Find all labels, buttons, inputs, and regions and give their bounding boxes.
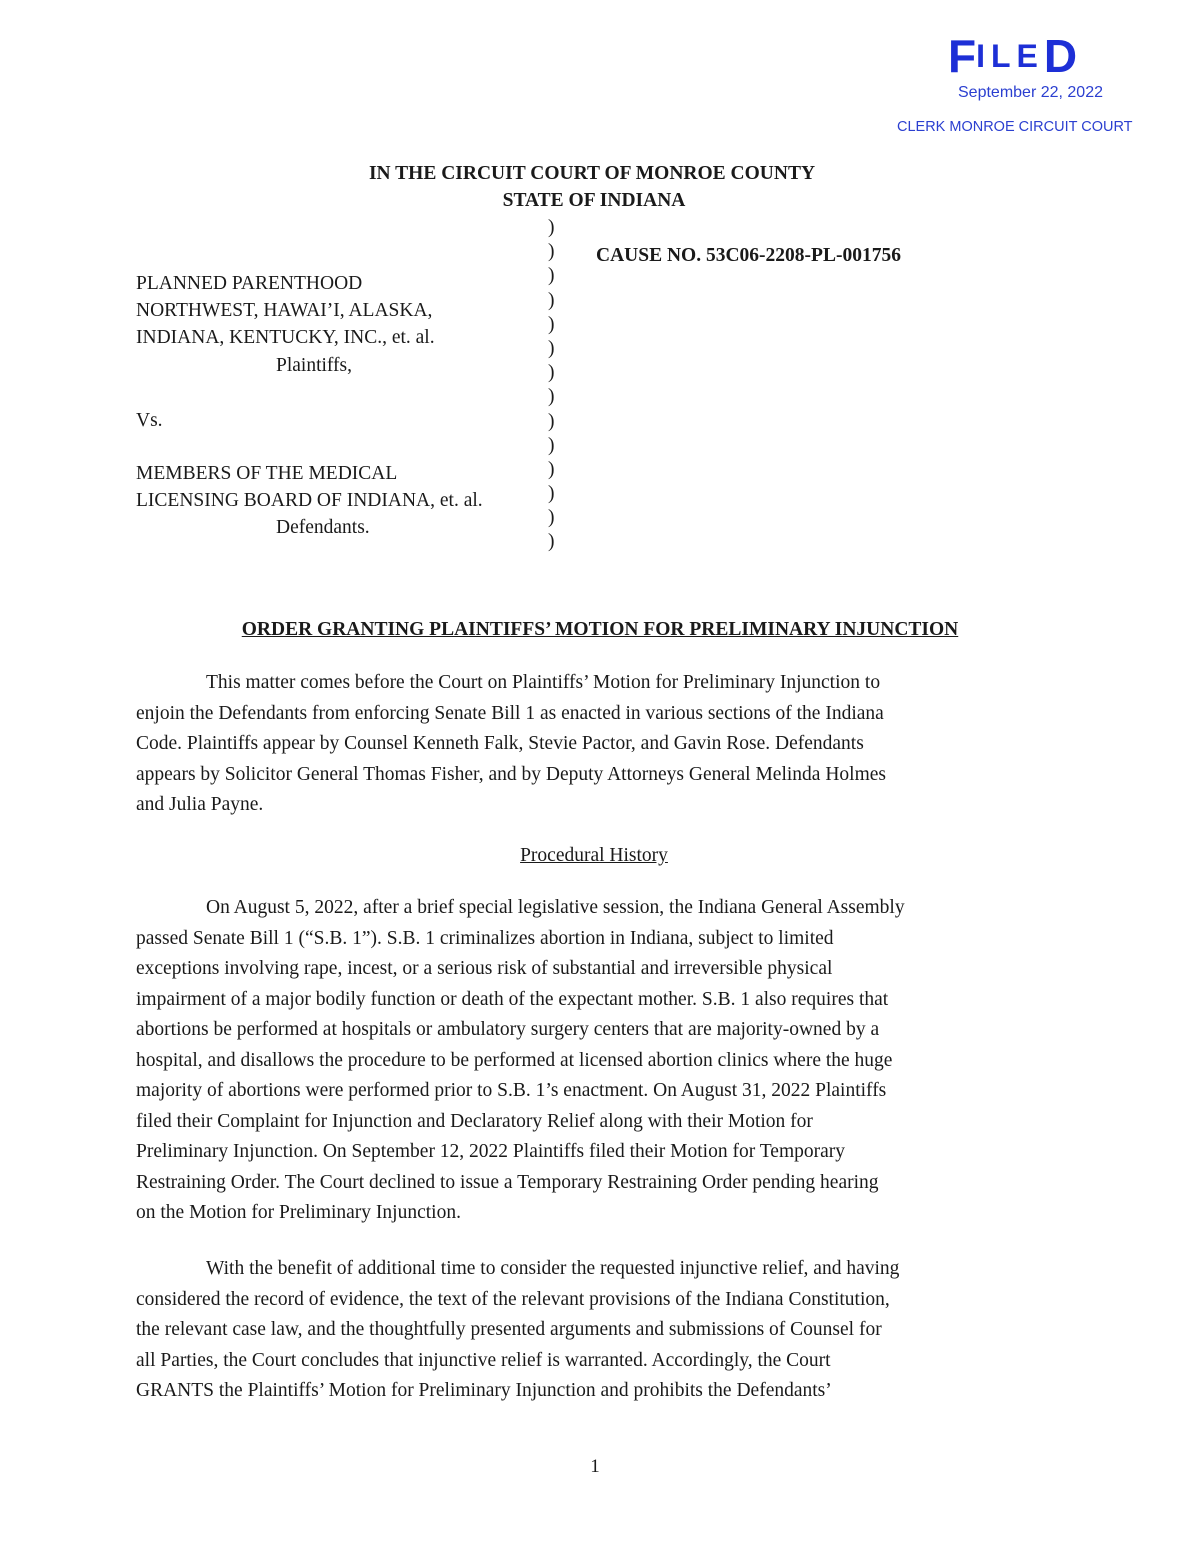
caption-paren: ) <box>548 531 555 553</box>
plaintiff-name-line: NORTHWEST, HAWAI’I, ALASKA, <box>136 300 433 321</box>
paragraph-line: passed Senate Bill 1 (“S.B. 1”). S.B. 1 criminalizes abortion in Indiana, subject to limited <box>136 927 834 949</box>
plaintiff-name-line: PLANNED PARENTHOOD <box>136 273 363 294</box>
caption-paren: ) <box>548 265 555 287</box>
cause-number: CAUSE NO. 53C06-2208-PL-001756 <box>596 245 901 266</box>
caption-paren: ) <box>548 483 555 505</box>
caption-paren: ) <box>548 289 555 311</box>
filed-stamp-letter: ILE <box>976 38 1044 74</box>
caption-paren: ) <box>548 337 555 359</box>
paragraph-line: considered the record of evidence, the text of the relevant provisions of the Indiana Constitution, <box>136 1288 890 1310</box>
caption-paren: ) <box>548 386 555 408</box>
caption-paren: ) <box>548 241 555 263</box>
caption-paren: ) <box>548 362 555 384</box>
caption-paren: ) <box>548 458 555 480</box>
paragraph-line: impairment of a major bodily function or death of the expectant mother. S.B. 1 also requires that <box>136 988 889 1010</box>
caption-paren: ) <box>548 217 555 238</box>
versus-label: Vs. <box>136 410 163 431</box>
filed-stamp <box>948 32 1118 82</box>
caption-paren: ) <box>548 410 555 432</box>
paragraph-line: filed their Complaint for Injunction and Declaratory Relief along with their Motion for <box>136 1110 813 1132</box>
paragraph-line: hospital, and disallows the procedure to be performed at licensed abortion clinics where the huge <box>136 1049 893 1071</box>
court-name: IN THE CIRCUIT COURT OF MONROE COUNTY <box>368 163 816 184</box>
intro-paragraph <box>136 668 1056 821</box>
caption-paren: ) <box>548 313 555 335</box>
paragraph-line: abortions be performed at hospitals or ambulatory surgery centers that are majority-owned by a <box>136 1019 880 1040</box>
section-heading: Procedural History <box>520 845 668 866</box>
filed-stamp-letter: F <box>948 30 977 82</box>
caption-paren: ) <box>548 507 555 529</box>
filed-stamp-clerk: CLERK MONROE CIRCUIT COURT <box>897 119 1133 135</box>
paragraph-line: Preliminary Injunction. On September 12, 2022 Plaintiffs filed their Motion for Temporary <box>136 1141 845 1162</box>
paragraph-line: on the Motion for Preliminary Injunction. <box>136 1202 461 1223</box>
caption-paren: ) <box>548 434 555 456</box>
paragraph-line: the relevant case law, and the thoughtfully presented arguments and submissions of Counsel for <box>136 1319 882 1340</box>
paragraph-line: majority of abortions were performed prior to S.B. 1’s enactment. On August 31, 2022 Plaintiffs <box>136 1080 887 1101</box>
court-state: STATE OF INDIANA <box>502 190 686 211</box>
paragraph-line: Restraining Order. The Court declined to issue a Temporary Restraining Order pending hearing <box>136 1171 879 1193</box>
plaintiff-role: Plaintiffs, <box>276 355 353 376</box>
paragraph-line: enjoin the Defendants from enforcing Senate Bill 1 as enacted in various sections of the Indiana <box>136 702 884 724</box>
plaintiff-name-line: INDIANA, KENTUCKY, INC., et. al. <box>136 327 435 348</box>
paragraph-line: Code. Plaintiffs appear by Counsel Kenneth Falk, Stevie Pactor, and Gavin Rose. Defendants <box>136 733 864 754</box>
paragraph-line: exceptions involving rape, incest, or a serious risk of substantial and irreversible physical <box>136 958 833 979</box>
paragraph-line: This matter comes before the Court on Plaintiffs’ Motion for Preliminary Injunction to <box>206 672 881 693</box>
defendant-name-line: MEMBERS OF THE MEDICAL <box>136 463 398 484</box>
caption-paren-column <box>548 216 568 555</box>
procedural-paragraph <box>136 893 1056 1229</box>
defendant-name-line: LICENSING BOARD OF INDIANA, et. al. <box>136 490 483 511</box>
filed-stamp-date: September 22, 2022 <box>958 84 1103 101</box>
conclusion-paragraph <box>136 1254 1056 1407</box>
paragraph-line: and Julia Payne. <box>136 794 264 815</box>
paragraph-line: all Parties, the Court concludes that injunctive relief is warranted. Accordingly, the Court <box>136 1349 831 1371</box>
filed-stamp-letter: D <box>1043 30 1078 82</box>
order-title: ORDER GRANTING PLAINTIFFS’ MOTION FOR PRELIMINARY INJUNCTION <box>241 619 959 640</box>
paragraph-line: On August 5, 2022, after a brief special legislative session, the Indiana General Assembly <box>206 897 905 918</box>
defendant-role: Defendants. <box>276 517 370 538</box>
paragraph-line: appears by Solicitor General Thomas Fisher, and by Deputy Attorneys General Melinda Holmes <box>136 763 886 785</box>
paragraph-line: GRANTS the Plaintiffs’ Motion for Preliminary Injunction and prohibits the Defendants’ <box>136 1380 832 1401</box>
paragraph-line: With the benefit of additional time to consider the requested injunctive relief, and having <box>206 1258 900 1279</box>
page-number: 1 <box>590 1456 600 1477</box>
